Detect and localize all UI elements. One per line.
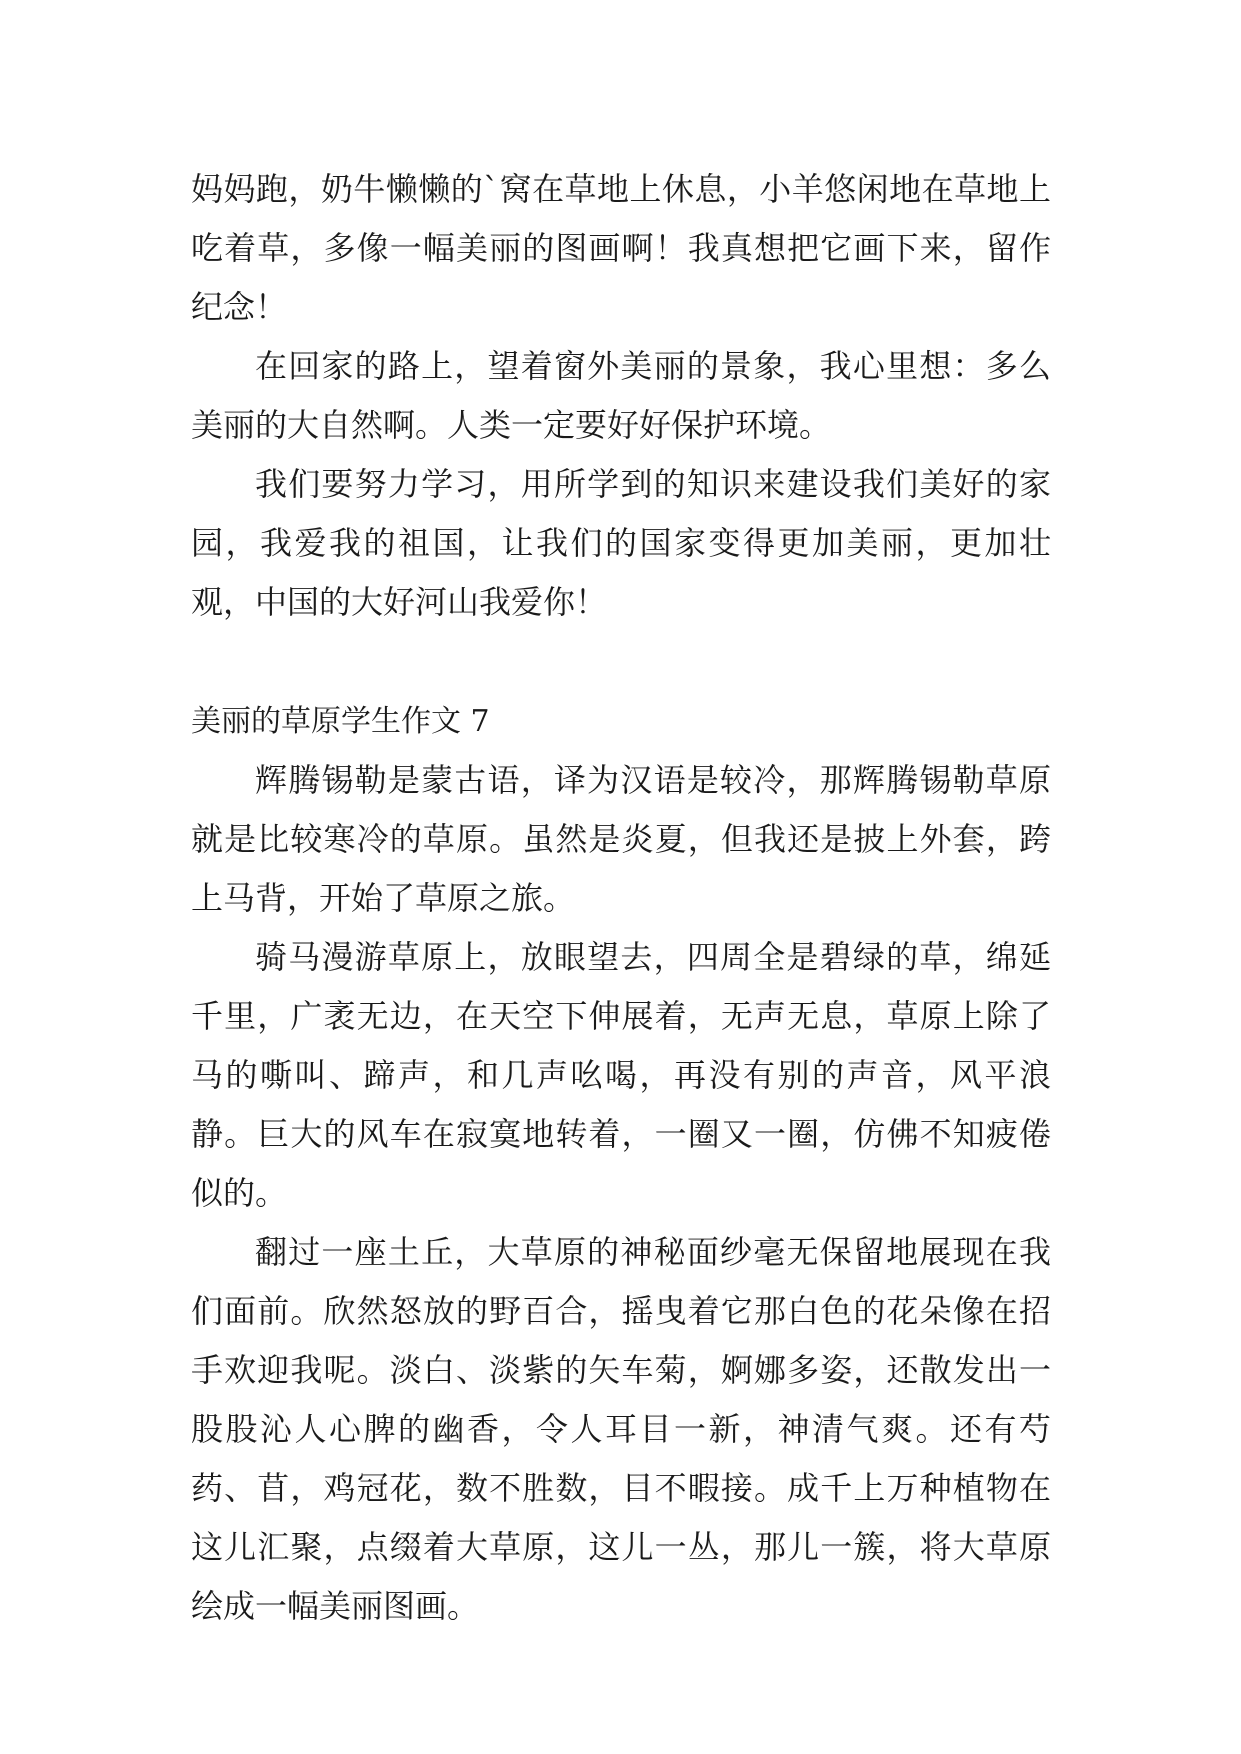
paragraph: 翻过一座土丘，大草原的神秘面纱毫无保留地展现在我们面前。欣然怒放的野百合，摇曳着它那白色的花朵像在招手欢迎我呢。淡白、淡紫的矢车菊，婀娜多姿，还散发出一股股沁人心脾的幽香，令人耳目一新，神清气爽。还有芍药、苜，鸡冠花，数不胜数，目不暇接。成千上万种植物在这儿汇聚，点缀着大草原，这儿一丛，那儿一簇，将大草原绘成一幅美丽图画。	[191, 1233, 1051, 1625]
section-gap	[191, 632, 1051, 692]
paragraph: 骑马漫游草原上，放眼望去，四周全是碧绿的草，绵延千里，广袤无边，在天空下伸展着，无声无息，草原上除了马的嘶叫、蹄声，和几声吆喝，再没有别的声音，风平浪静。巨大的风车在寂寞地转着，一圈又一圈，仿佛不知疲倦似的。	[191, 938, 1051, 1212]
paragraph: 我们要努力学习，用所学到的知识来建设我们美好的家园，我爱我的祖国，让我们的国家变得更加美丽，更加壮观，中国的大好河山我爱你！	[191, 465, 1051, 621]
paragraph: 在回家的路上，望着窗外美丽的景象，我心里想：多么美丽的大自然啊。人类一定要好好保护环境。	[191, 347, 1051, 444]
paragraph: 辉腾锡勒是蒙古语，译为汉语是较冷，那辉腾锡勒草原就是比较寒冷的草原。虽然是炎夏，但我还是披上外套，跨上马背，开始了草原之旅。	[191, 761, 1051, 917]
paragraph-continued: 妈妈跑，奶牛懒懒的`窝在草地上休息，小羊悠闲地在草地上吃着草，多像一幅美丽的图画啊！我真想把它画下来，留作纪念！	[191, 170, 1051, 326]
section-heading: 美丽的草原学生作文 7	[191, 704, 490, 739]
document-body	[191, 160, 1051, 1636]
